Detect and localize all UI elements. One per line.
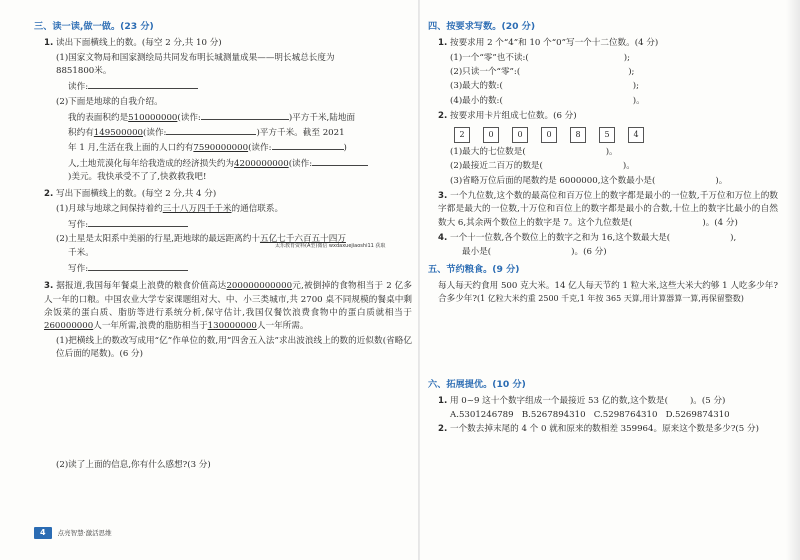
watermark-stamp: 太乐教育资料(A型)微信 wxdaxuejiaoshi11 获取: [275, 243, 386, 249]
digit-card: 0: [483, 127, 499, 143]
r-question-3: 3. 一个九位数,这个数的最高位和百万位上的数字都是最小的一位数,千万位和万位上的数字都是最大的一位数,十万位和百位上的数字都是最小的合数,十位上的数字比最小的自然数大 6,其余两个数位上的数字是 7。这个九位数是( )。(4 分): [438, 191, 779, 228]
digit-card: 0: [512, 127, 528, 143]
option-c[interactable]: C.5298764310: [593, 410, 658, 421]
question-1-part-2-body: 我的表面积约是510000000(读作: )平方千米,陆地面 积约有149500000(读作: )平方千米。截至 2021 年 1 月,生活在我上面的人口约有7590000000(读作: ) 人,土地荒漠化每年给我造成的经济损失约为4200000000(读作: )美元。我快承受不了了,快救救我吧!: [34, 110, 412, 185]
r-q1-item-1: (1)一个“零”也不读:( );: [450, 52, 631, 63]
question-1-stem: 1. 读出下面横线上的数。(每空 2 分,共 10 分): [44, 38, 222, 49]
r-q1-item-3: (3)最大的数:( );: [450, 81, 640, 92]
answer-space-sec5[interactable]: [428, 308, 778, 376]
answer-blank[interactable]: [201, 110, 289, 120]
page-footer: [34, 526, 112, 540]
r-q1-item-4: (4)最小的数:( )。: [450, 95, 645, 106]
question-2-part-2: (2)土星是太阳系中美丽的行星,距地球的最远距离约十五亿七千六百五十四万 千米。: [56, 234, 346, 258]
question-3-stem: 3. 据报道,我国每年餐桌上浪费的粮食价值高达200000000000元,被倒掉的食物相当于 2 亿多人一年的口粮。中国农业大学专家课题组对大、中、小三类城市,共 2700 桌不同规模的餐桌中剩余饭菜的蛋白质、脂肪等进行系统分析,保守估计,我国仅餐饮浪费食物中的蛋白质就相当于260000000人一年所需,浪费的脂肪相当于130000000人一年所需。: [44, 281, 413, 332]
digit-card: 0: [541, 127, 557, 143]
answer-blank[interactable]: [88, 261, 188, 271]
question-1-part-2-intro: (2)下面是地球的自我介绍。: [56, 96, 163, 107]
r-q2-item-3: (3)省略万位后面的尾数约是 6000000,这个数最小是( )。: [450, 175, 728, 186]
read-answer-line-1: 读作:: [34, 79, 412, 94]
answer-blank[interactable]: [272, 140, 344, 150]
r6-question-1: 1. 用 0~9 这十个数字组成一个最接近 53 亿的数,这个数是( )。(5 分): [438, 395, 726, 406]
section-6-title: 六、拓展提优。(10 分): [428, 378, 526, 390]
r-question-2-stem: 2. 按要求用卡片组成七位数。(6 分): [438, 110, 577, 121]
r-question-4: 4. 一个十一位数,各个数位上的数字之和为 16,这个数最大是( ),: [438, 233, 737, 243]
section-5-title: 五、节约粮食。(9 分): [428, 263, 520, 275]
r-q2-item-2: (2)最接近二百万的数是( )。: [450, 161, 635, 172]
r-q1-item-2: (2)只读一个“零”:( );: [450, 66, 635, 77]
section-5-text: 每人每天约食用 500 克大米。14 亿人每天节约 1 粒大米,这些大米大约够 1 人吃多少年?合多少年?(1 亿粒大米约重 2500 千克,1 年按 365 天算,用计算器算一算,再保留整数): [438, 280, 778, 305]
section-3-title: 三、读一读,做一做。(23 分): [34, 21, 154, 32]
r-q2-item-1: (1)最大的七位数是( )。: [450, 147, 618, 158]
answer-blank[interactable]: [312, 156, 368, 166]
question-3-part-1: (1)把横线上的数改写成用“亿”作单位的数,用“四舍五入法”求出波浪线上的数的近似数(省略亿位后面的尾数)。(6 分): [56, 335, 412, 359]
answer-blank[interactable]: [166, 125, 256, 135]
r-question-1-stem: 1. 按要求用 2 个“4”和 10 个“0”写一个十二位数。(4 分): [438, 38, 659, 49]
option-b[interactable]: B.5267894310: [521, 410, 586, 421]
answer-blank[interactable]: [88, 79, 198, 89]
digit-card: 5: [599, 127, 615, 143]
question-2-part-1: (1)月球与地球之间保持着约三十八万四千千米的通信联系。: [56, 203, 284, 214]
r-question-4-line2: 最小是( )。(6 分): [462, 247, 607, 258]
option-a[interactable]: A.5301246789: [450, 410, 514, 421]
r6-question-2: 2. 一个数去掉末尾的 4 个 0 就和原来的数相差 359964。原来这个数是多少?(5 分): [438, 424, 759, 435]
write-answer-line-1: 写作:: [34, 217, 412, 232]
right-column: [428, 18, 778, 438]
question-1-part-1: (1)国家文物局和国家测绘局共同发布明长城测量成果——明长城总长度为 8851800米。: [56, 52, 335, 76]
question-2-stem: 2. 写出下面横线上的数。(每空 2 分,共 4 分): [44, 189, 217, 200]
page-number: 4: [34, 527, 52, 539]
digit-card: 8: [570, 127, 586, 143]
r6-q1-options: [428, 409, 778, 422]
digit-cards: [428, 127, 778, 143]
section-4-title: 四、按要求写数。(20 分): [428, 21, 536, 32]
answer-space-q3-1[interactable]: [34, 362, 412, 458]
footer-brand: 点亮智慧·激活思维: [57, 528, 112, 537]
write-answer-line-2: 写作:: [34, 261, 412, 276]
option-d[interactable]: D.5269874310: [665, 410, 730, 421]
digit-card: 2: [454, 127, 470, 143]
question-3-part-2: (2)读了上面的信息,你有什么感想?(3 分): [56, 460, 211, 471]
page-edge: [786, 0, 800, 560]
page-fold: [418, 0, 420, 560]
answer-blank[interactable]: [88, 217, 188, 227]
digit-card: 4: [628, 127, 644, 143]
